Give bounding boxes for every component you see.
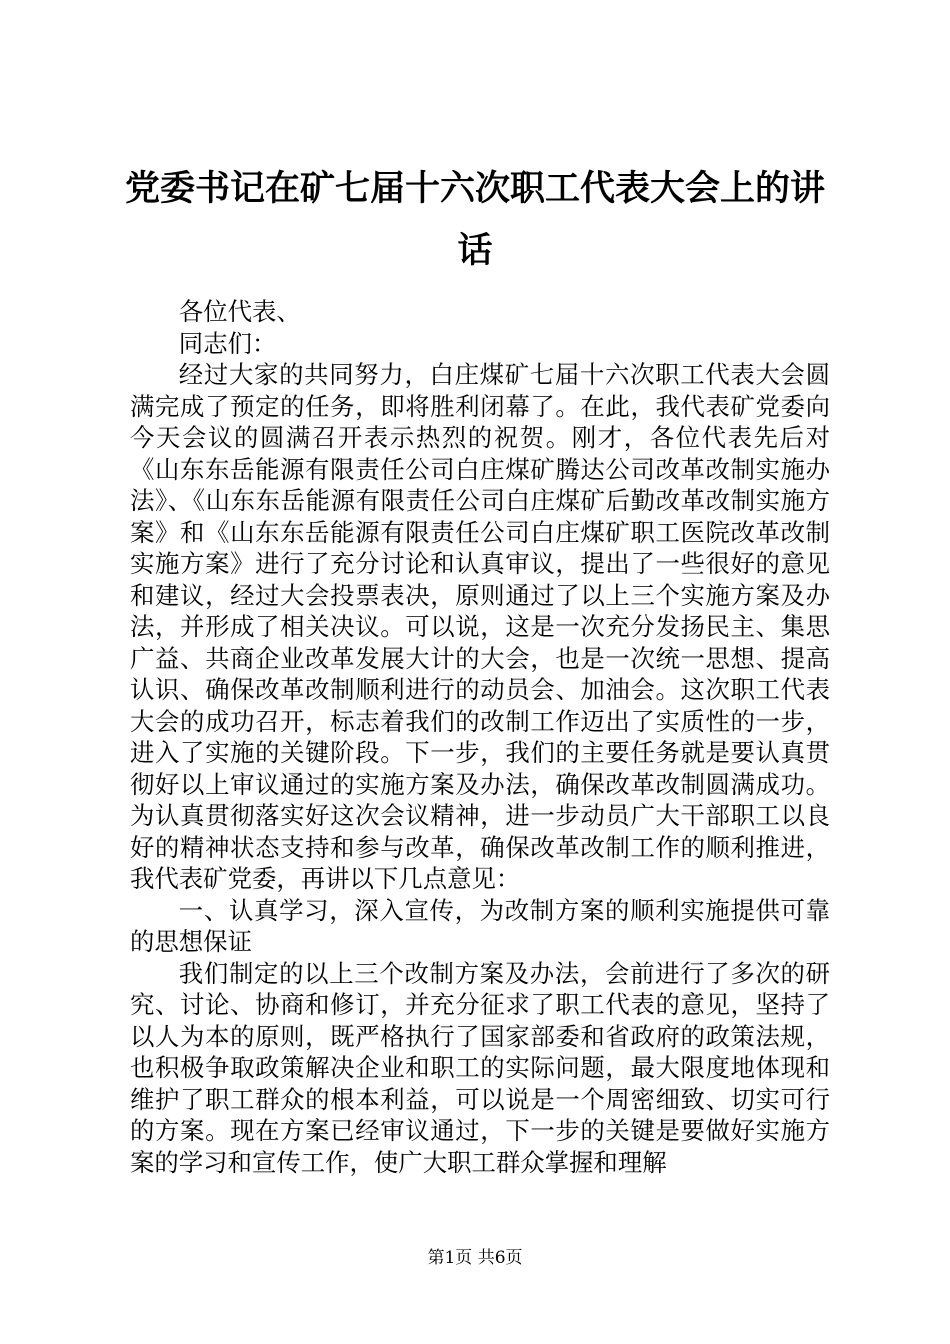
page-number: 第1页 共6页	[427, 1248, 523, 1268]
salutation-line: 同志们：	[178, 328, 277, 358]
section-heading: 一、认真学习，深入宣传，为改制方案的顺利实施提供可靠的思想保证	[130, 895, 830, 956]
salutation-line: 各位代表、	[178, 297, 301, 326]
body-paragraph: 我们制定的以上三个改制方案及办法，会前进行了多次的研究、讨论、协商和修订，并充分征求了职工代表的意见，坚持了以人为本的原则，既严格执行了国家部委和省政府的政策法规，也积极争取政策解决企业和职工的实际问题，最大限度地体现和维护了职工群众的根本利益，可以说是一个周密细致、切实可行的方案。现在方案已经审议通过，下一步的关键是要做好实施方案的学习和宣传工作，使广大职工群众掌握和理解	[130, 958, 830, 1177]
document-body	[130, 296, 830, 1178]
body-paragraph: 经过大家的共同努力，白庄煤矿七届十六次职工代表大会圆满完成了预定的任务，即将胜利闭幕了。在此，我代表矿党委向今天会议的圆满召开表示热烈的祝贺。刚才，各位代表先后对《山东东岳能源有限责任公司白庄煤矿腾达公司改革改制实施办法》、《山东东岳能源有限责任公司白庄煤矿后勤改革改制实施方案》和《山东东岳能源有限责任公司白庄煤矿职工医院改革改制实施方案》进行了充分讨论和认真审议，提出了一些很好的意见和建议，经过大会投票表决，原则通过了以上三个实施方案及办法，并形成了相关决议。可以说，这是一次充分发扬民主、集思广益、共商企业改革发展大计的大会，也是一次统一思想、提高认识、确保改革改制顺利进行的动员会、加油会。这次职工代表大会的成功召开，标志着我们的改制工作迈出了实质性的一步，进入了实施的关键阶段。下一步，我们的主要任务就是要认真贯彻好以上审议通过的实施方案及办法，确保改革改制圆满成功。为认真贯彻落实好这次会议精神，进一步动员广大干部职工以良好的精神状态支持和参与改革，确保改革改制工作的顺利推进，我代表矿党委，再讲以下几点意见：	[130, 360, 830, 893]
document-title: 党委书记在矿七届十六次职工代表大会上的讲话	[124, 168, 825, 271]
